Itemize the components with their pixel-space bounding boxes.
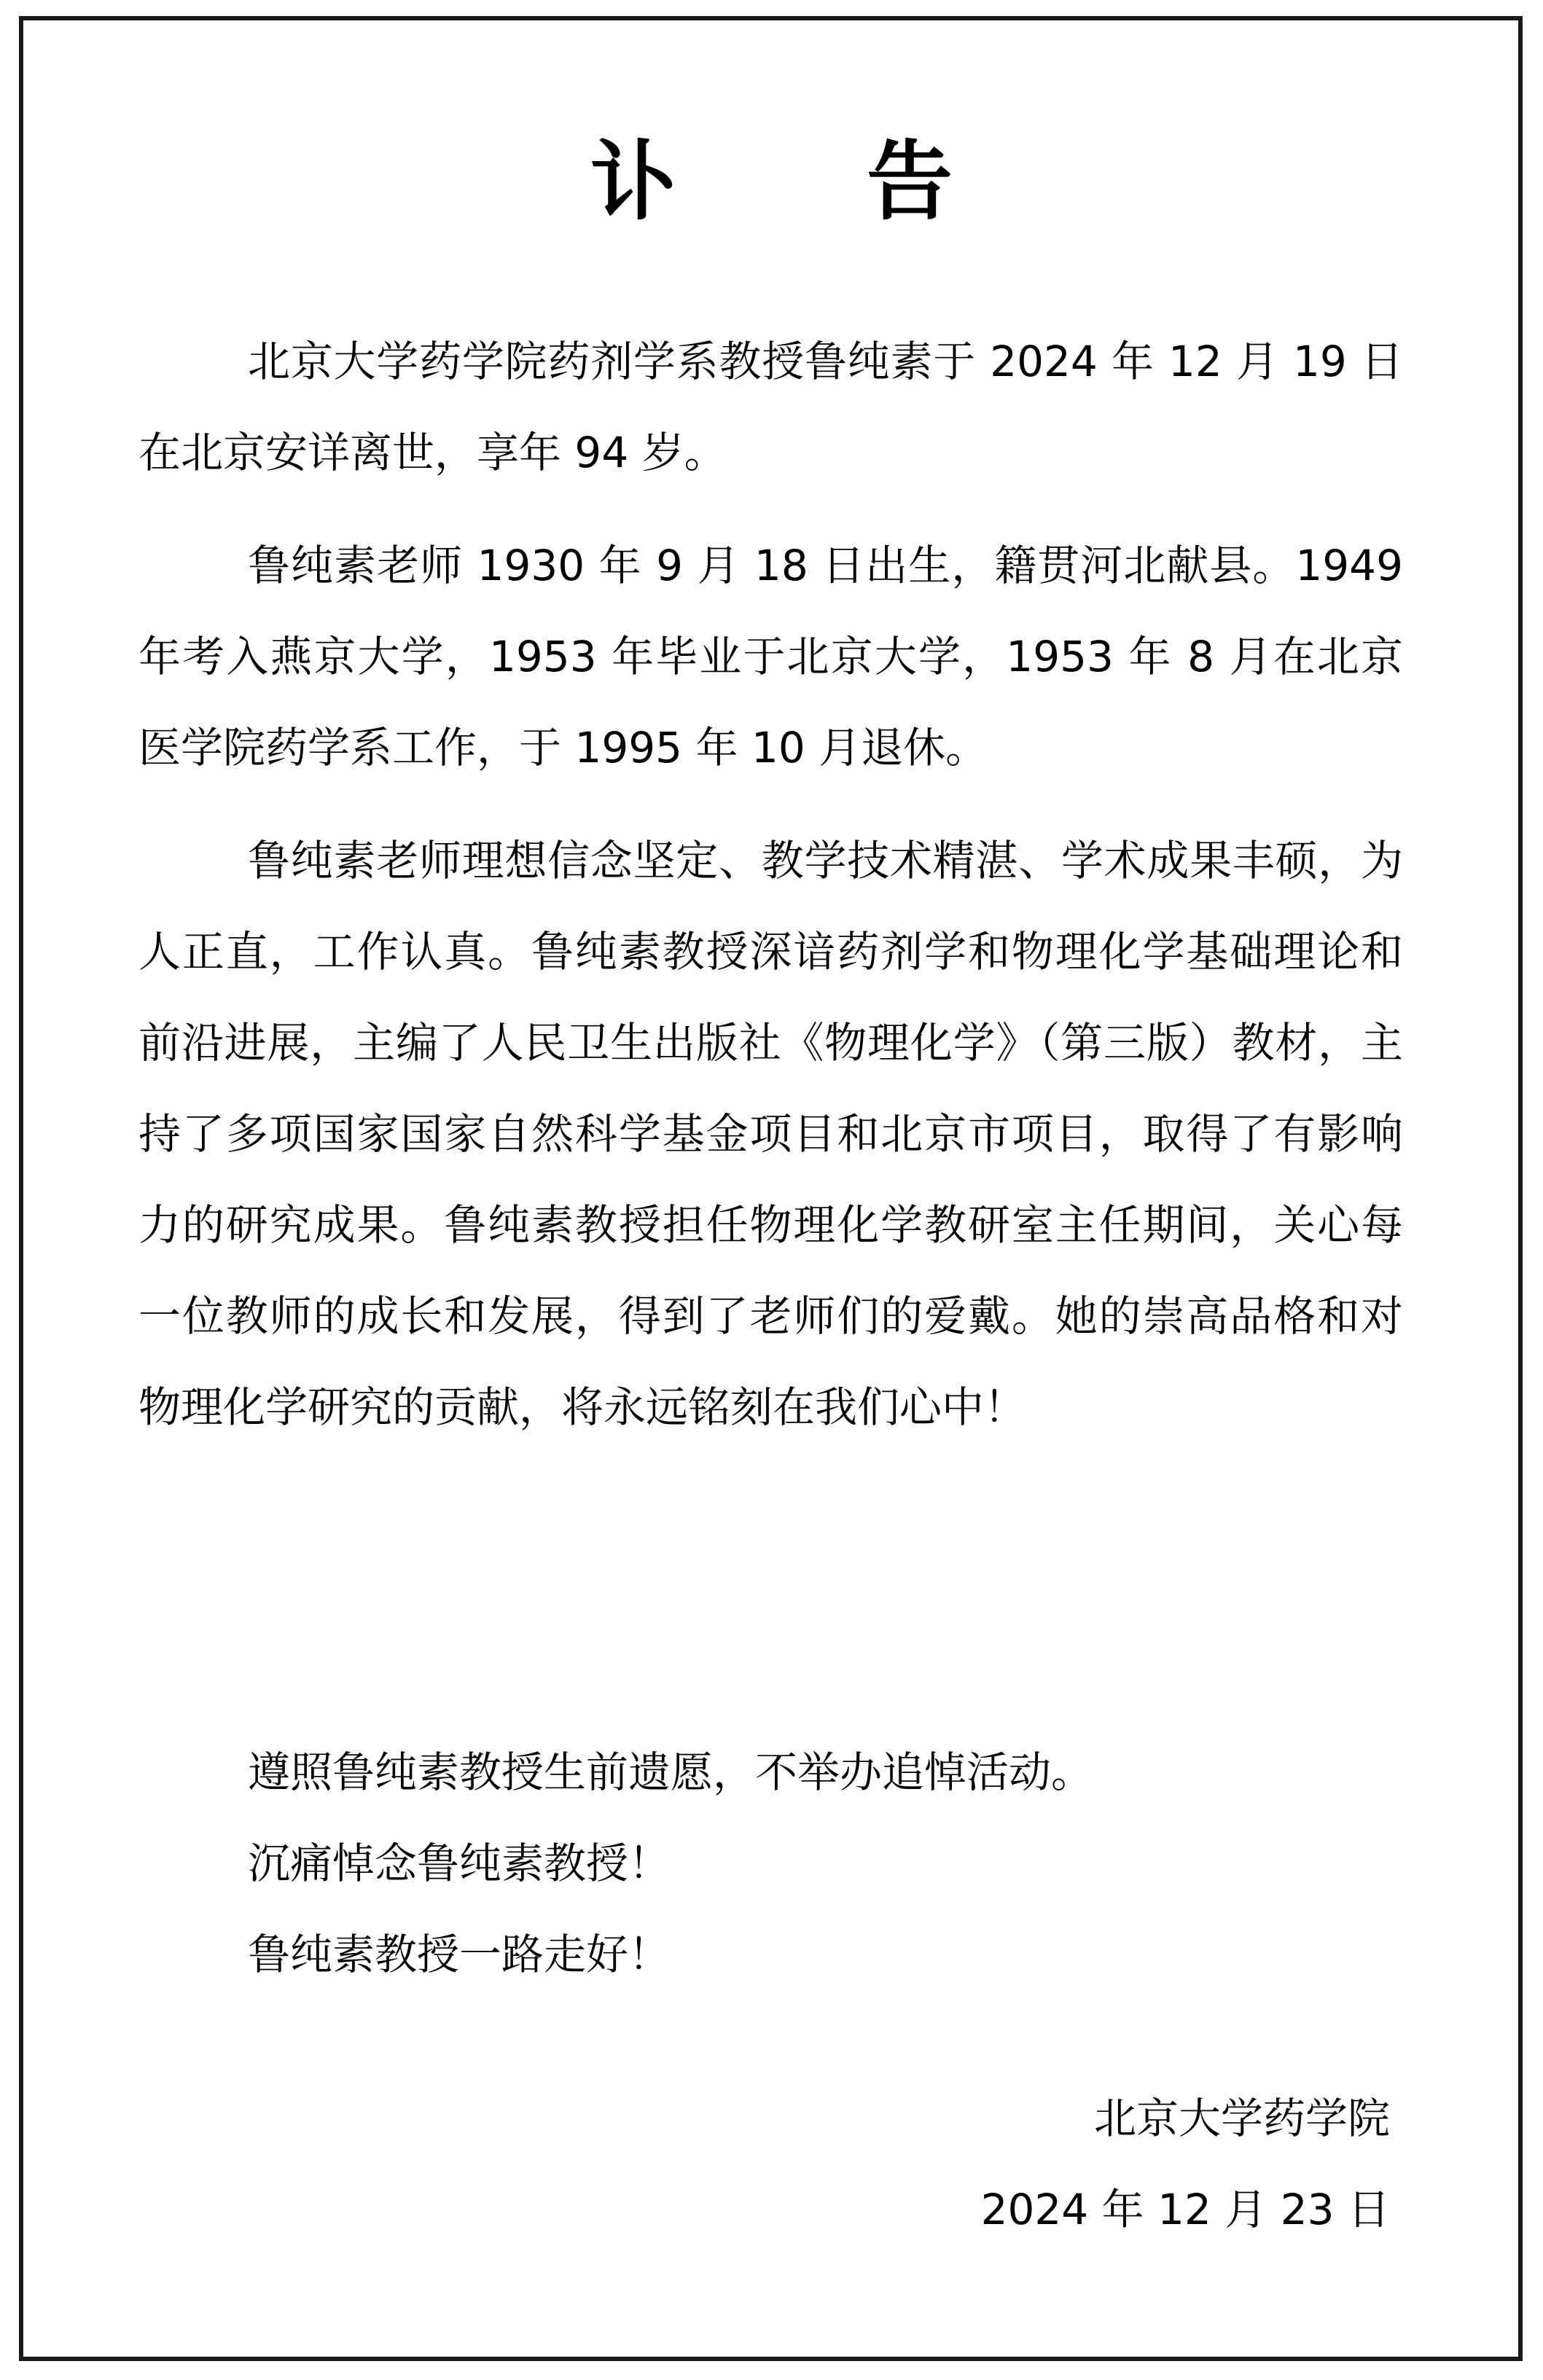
closing-line-wishes: 遵照鲁纯素教授生前遗愿，不举办追悼活动。 (248, 1747, 1094, 1797)
closing-lines (248, 1727, 1093, 2000)
closing-line-farewell: 鲁纯素教授一路走好！ (248, 1930, 671, 1979)
signature-organization: 北京大学药学院 (1093, 2094, 1390, 2143)
paragraph-biography: 鲁纯素老师 1930 年 9 月 18 日出生，籍贯河北献县。1949 年考入燕京大学，1953 年毕业于北京大学，1953 年 8 月在北京医学院药学系工作，于 1995 年 10 月退休。 (138, 541, 1403, 772)
paragraph-announcement: 北京大学药学院药剂学系教授鲁纯素于 2024 年 12 月 19 日在北京安详离世，享年 94 岁。 (138, 337, 1403, 477)
signature-date: 2024 年 12 月 23 日 (980, 2185, 1390, 2234)
closing-line-mourning: 沉痛悼念鲁纯素教授！ (248, 1839, 671, 1888)
obituary-body (138, 316, 1403, 1453)
page-title: 讣 告 (590, 130, 1034, 232)
paragraph-tribute: 鲁纯素老师理想信念坚定、教学技术精湛、学术成果丰硕，为人正直，工作认真。鲁纯素教授深谙药剂学和物理化学基础理论和前沿进展，主编了人民卫生出版社《物理化学》（第三版）教材，主持了多项国家国家自然科学基金项目和北京市项目，取得了有影响力的研究成果。鲁纯素教授担任物理化学教研室主任期间，关心每一位教师的成长和发展，得到了老师们的爱戴。她的崇高品格和对物理化学研究的贡献，将永远铭刻在我们心中！ (138, 836, 1403, 1432)
